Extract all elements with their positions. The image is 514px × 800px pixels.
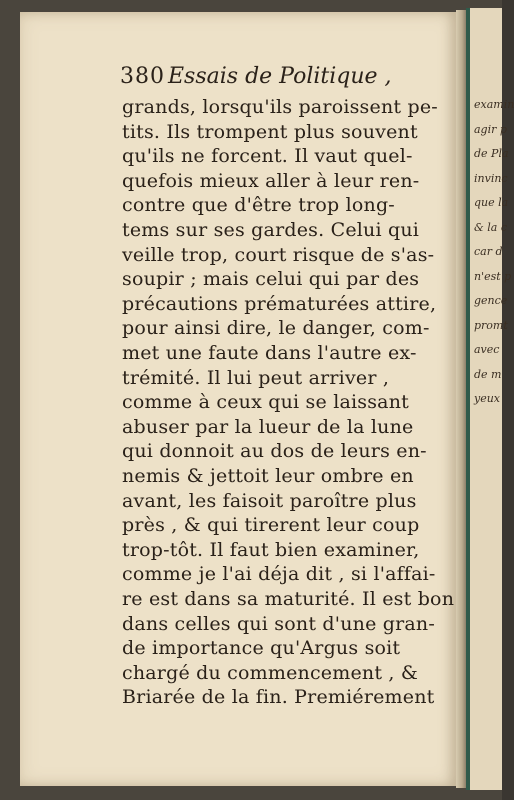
facing-text-fragment: avec — [474, 343, 500, 356]
facing-text-fragment: gence — [474, 294, 508, 307]
text-line: comme à ceux qui se laissant — [122, 391, 409, 414]
text-line: avant, les faisoit paroître plus — [122, 489, 417, 512]
facing-page-edge — [466, 8, 470, 790]
text-line: pour ainsi dire, le danger, com- — [122, 317, 430, 340]
text-line: grands, lorsqu'ils paroissent pe- — [122, 96, 438, 118]
text-line: qui donnoit au dos de leurs en- — [122, 440, 427, 463]
running-title: Essais de Politique , — [168, 64, 392, 89]
facing-text-fragment: de m — [474, 367, 502, 381]
text-line: quefois mieux aller à leur ren- — [122, 169, 420, 192]
book-gutter — [456, 10, 466, 788]
text-line: comme je l'ai déja dit , si l'affai- — [122, 563, 436, 586]
page-number: 380 — [120, 64, 165, 89]
facing-text-fragment: invinc — [474, 171, 508, 185]
text-line: abuser par la lueur de la lune — [122, 415, 414, 438]
text-line: tits. Ils trompent plus souvent — [122, 120, 418, 143]
text-line: de importance qu'Argus soit — [122, 637, 401, 660]
text-line: contre que d'être trop long- — [122, 194, 395, 217]
facing-text-fragment: yeux — [474, 392, 501, 405]
facing-text-fragment: que la — [474, 196, 509, 209]
facing-text-fragment: de Pla — [474, 147, 509, 160]
facing-text-fragment: car d — [474, 245, 503, 258]
text-line: chargé du commencement , & — [122, 661, 419, 684]
text-line: Briarée de la fin. Premiérement — [122, 686, 435, 709]
text-line: re est dans sa maturité. Il est bon — [122, 588, 455, 610]
page-header — [120, 64, 420, 98]
text-line: veille trop, court risque de s'as- — [122, 243, 435, 266]
text-line: tems sur ses gardes. Celui qui — [122, 219, 420, 241]
facing-text-fragment: & la c — [474, 220, 508, 234]
text-line: trop-tôt. Il faut bien examiner, — [122, 538, 420, 561]
text-line: met une faute dans l'autre ex- — [122, 342, 417, 364]
text-line: dans celles qui sont d'une gran- — [122, 612, 435, 635]
text-line: près , & qui tirerent leur coup — [122, 514, 420, 537]
facing-text-fragment: examin — [474, 98, 514, 111]
facing-text-fragment: promt — [474, 318, 508, 332]
facing-text-fragment: n'est p — [474, 269, 512, 283]
facing-text-fragment: agir p — [474, 122, 507, 136]
text-line: précautions prématurées attire, — [122, 292, 437, 315]
facing-page — [466, 8, 514, 790]
text-line: nemis & jettoit leur ombre en — [122, 465, 414, 487]
text-line: soupir ; mais celui qui par des — [122, 268, 420, 291]
text-line: trémité. Il lui peut arriver , — [122, 366, 390, 389]
text-line: qu'ils ne forcent. Il vaut quel- — [122, 145, 413, 168]
